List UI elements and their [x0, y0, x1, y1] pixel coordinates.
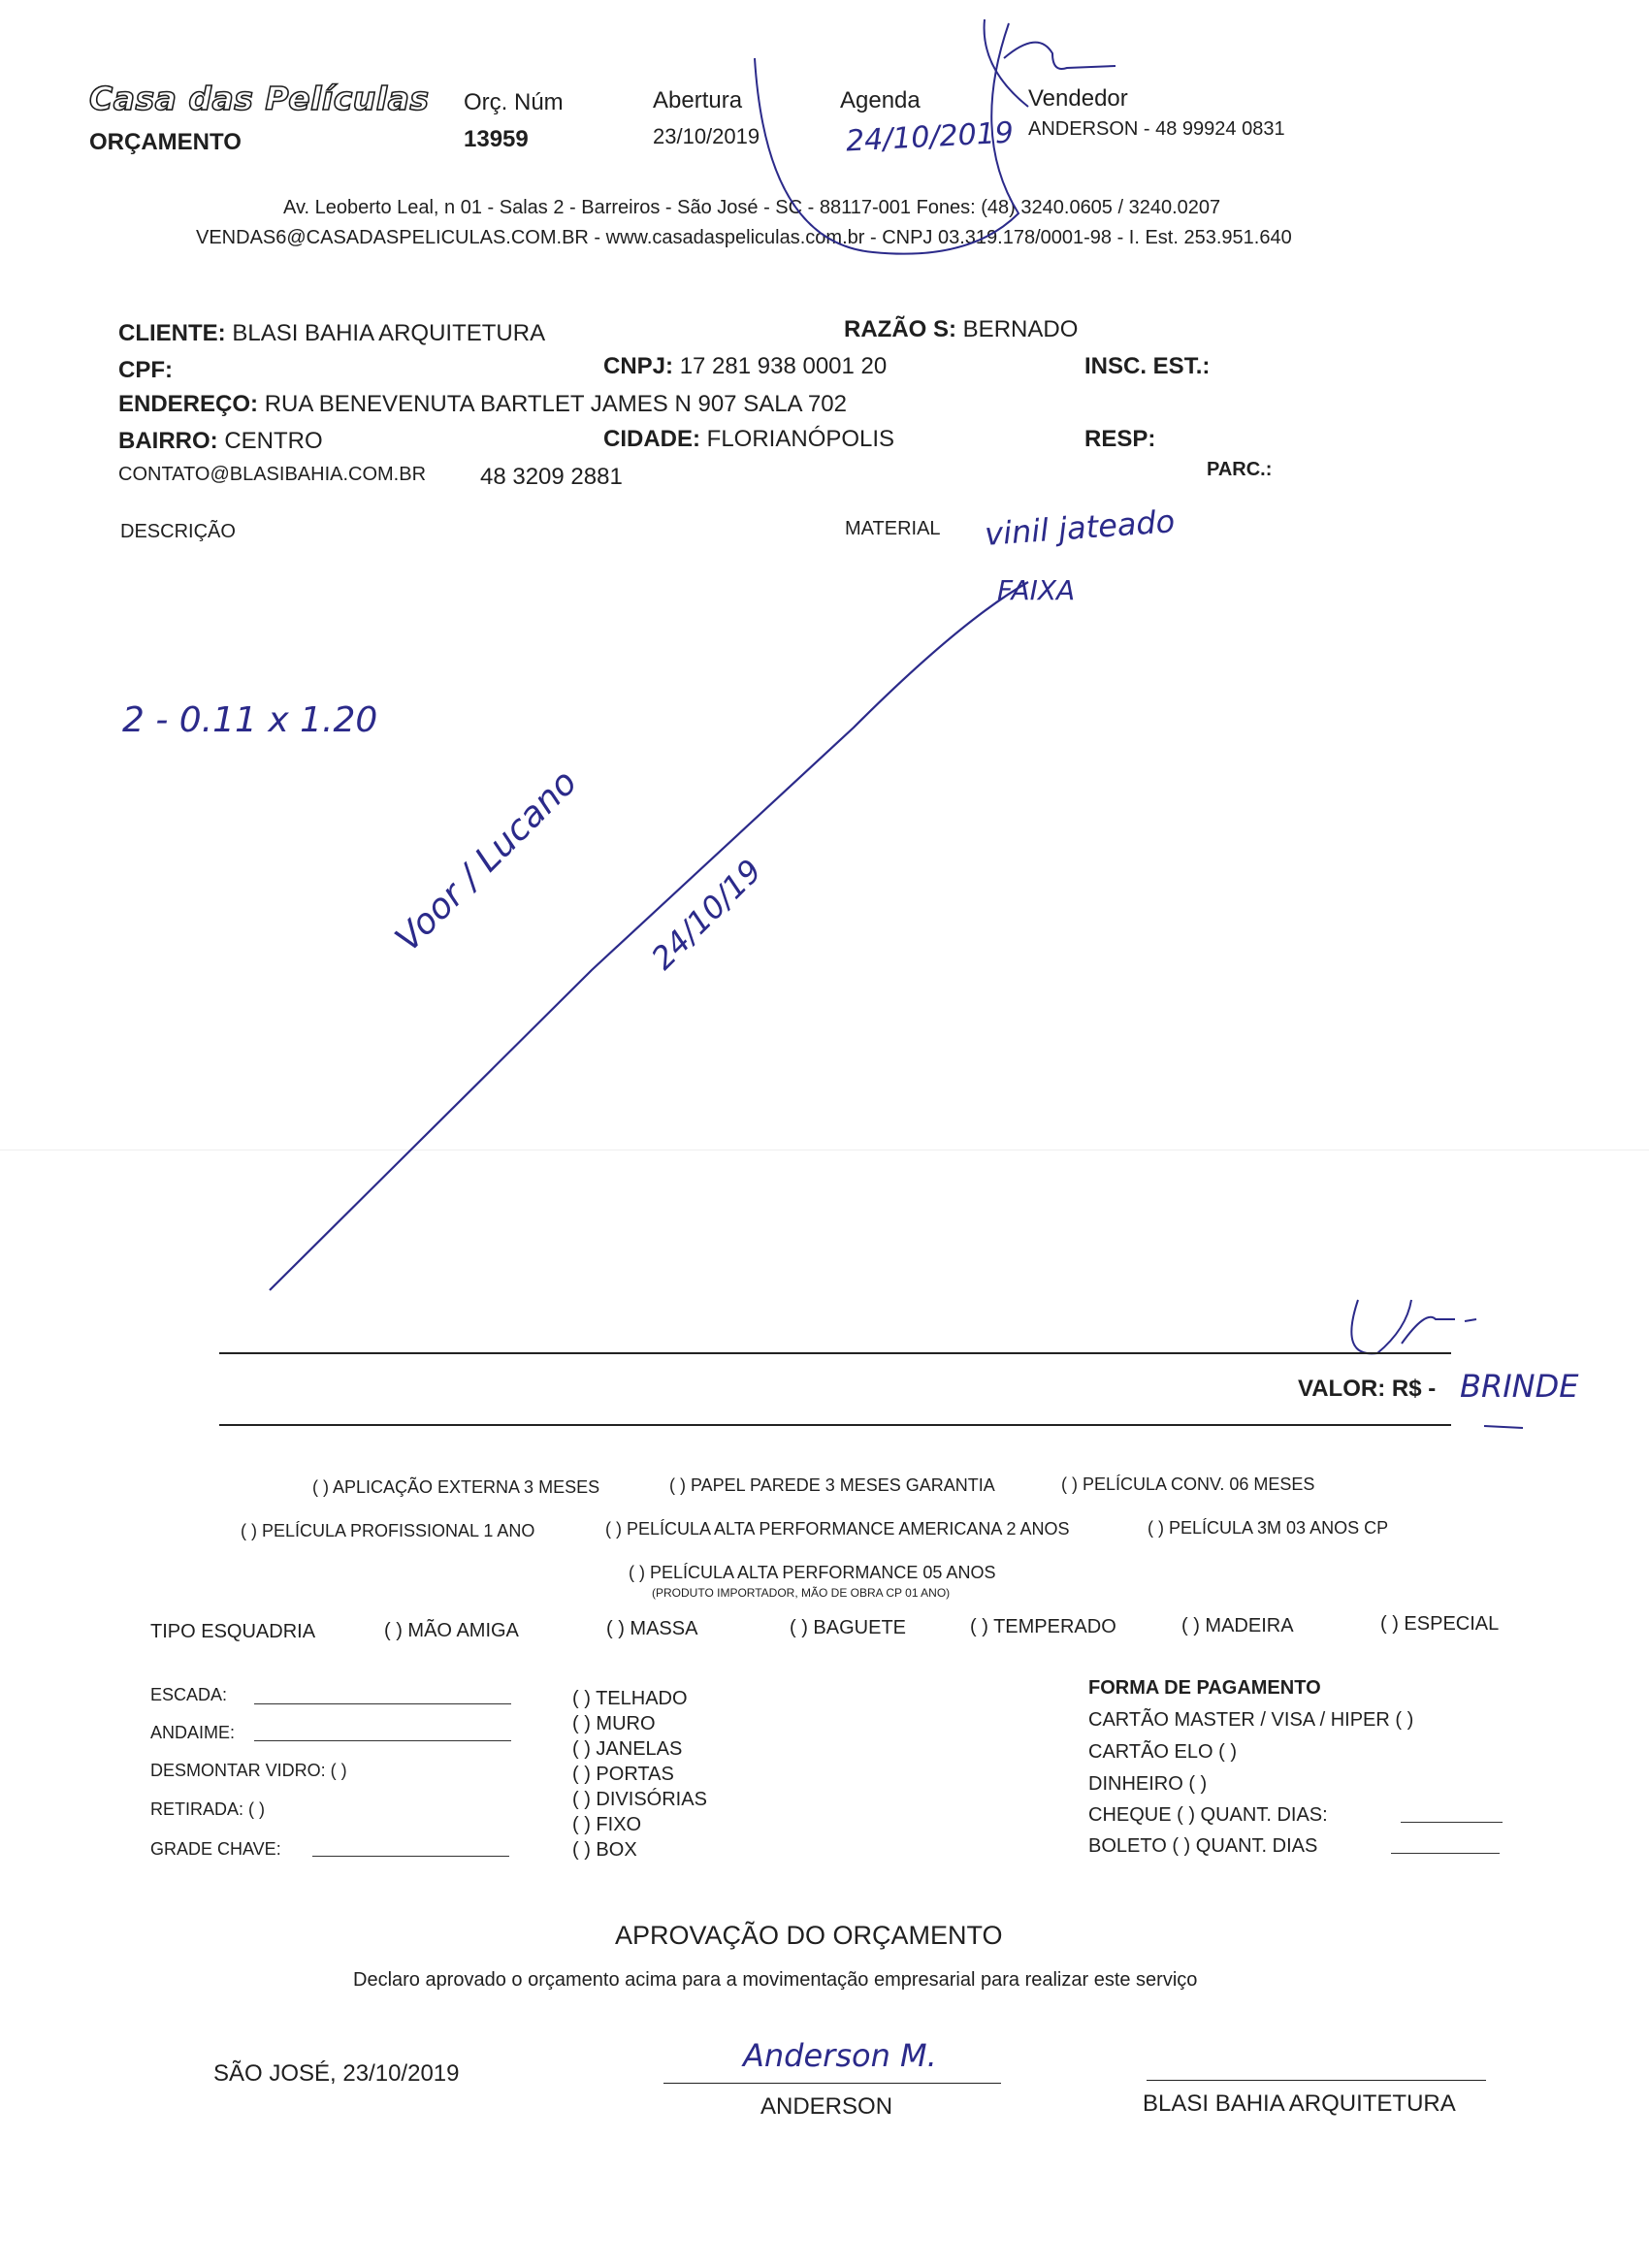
desmontar-label[interactable]: DESMONTAR VIDRO: ( ) — [150, 1761, 347, 1780]
escada-label: ESCADA: — [150, 1685, 228, 1704]
esquadria-baguete[interactable]: ( ) BAGUETE — [790, 1617, 907, 1638]
payment-dinheiro[interactable]: DINHEIRO ( ) — [1088, 1773, 1208, 1795]
grade-line[interactable] — [312, 1856, 509, 1857]
option-pelicula-americana[interactable]: ( ) PELÍCULA ALTA PERFORMANCE AMERICANA 2 ANOS — [605, 1519, 1070, 1539]
descricao-label: DESCRIÇÃO — [120, 521, 236, 542]
brinde-underline — [1484, 1426, 1523, 1428]
cidade-label: CIDADE: — [603, 426, 700, 452]
cnpj-value: 17 281 938 0001 20 — [679, 353, 888, 379]
esquadria-madeira[interactable]: ( ) MADEIRA — [1181, 1615, 1294, 1636]
valor-bottom-line — [219, 1424, 1451, 1426]
valor-handwritten: BRINDE — [1460, 1368, 1579, 1405]
payment-title: FORMA DE PAGAMENTO — [1088, 1677, 1321, 1699]
diag-note-handwritten: Voor / Lucano — [388, 762, 585, 959]
approval-text: Declaro aprovado o orçamento acima para a movimentação empresarial para realizar este serviço — [353, 1969, 1198, 1991]
payment-cartao-elo[interactable]: CARTÃO ELO ( ) — [1088, 1741, 1237, 1763]
bairro-label: BAIRRO: — [118, 428, 218, 454]
material-handwritten: vinil jateado — [983, 502, 1177, 553]
signature-right-name: BLASI BAHIA ARQUITETURA — [1143, 2090, 1456, 2117]
valor-top-line — [219, 1352, 1451, 1354]
doc-type: ORÇAMENTO — [89, 129, 242, 155]
valor-label: VALOR: R$ - — [1298, 1376, 1437, 1402]
measure-handwritten: 2 - 0.11 x 1.20 — [122, 700, 378, 740]
valor-initial-mark — [1351, 1300, 1476, 1353]
cpf-label: CPF: — [118, 357, 173, 383]
cidade-value: FLORIANÓPOLIS — [706, 426, 895, 452]
endereco-label: ENDEREÇO: — [118, 391, 259, 417]
esquadria-mao-amiga[interactable]: ( ) MÃO AMIGA — [384, 1620, 519, 1641]
option-pelicula-profissional[interactable]: ( ) PELÍCULA PROFISSIONAL 1 ANO — [241, 1521, 535, 1540]
orc-label: Orç. Núm — [464, 89, 564, 115]
material-label: MATERIAL — [845, 518, 941, 539]
agenda-date-handwritten: 24/10/2019 — [845, 115, 1015, 159]
diag-date-handwritten: 24/10/19 — [644, 852, 769, 977]
esquadria-label: TIPO ESQUADRIA — [150, 1621, 316, 1642]
option-pelicula-alta-05-note: (PRODUTO IMPORTADOR, MÃO DE OBRA CP 01 ANO) — [652, 1586, 951, 1600]
extra-telhado[interactable]: ( ) TELHADO — [572, 1688, 688, 1709]
option-aplicacao-externa[interactable]: ( ) APLICAÇÃO EXTERNA 3 MESES — [312, 1477, 600, 1497]
escada-line[interactable] — [254, 1703, 511, 1704]
diagonal-strike-line — [270, 582, 1028, 1290]
extra-portas[interactable]: ( ) PORTAS — [572, 1764, 674, 1785]
grade-label: GRADE CHAVE: — [150, 1839, 281, 1859]
option-pelicula-alta-05[interactable]: ( ) PELÍCULA ALTA PERFORMANCE 05 ANOS — [629, 1563, 996, 1582]
andaime-line[interactable] — [254, 1740, 511, 1741]
signature-left-line[interactable] — [663, 2083, 1001, 2084]
payment-cheque[interactable]: CHEQUE ( ) QUANT. DIAS: — [1088, 1804, 1328, 1826]
esquadria-especial[interactable]: ( ) ESPECIAL — [1380, 1613, 1500, 1635]
orc-number: 13959 — [464, 126, 529, 152]
place-date: SÃO JOSÉ, 23/10/2019 — [213, 2060, 460, 2087]
endereco-value: RUA BENEVENUTA BARTLET JAMES N 907 SALA 702 — [264, 391, 847, 417]
option-pelicula-3m[interactable]: ( ) PELÍCULA 3M 03 ANOS CP — [1148, 1518, 1389, 1538]
extra-fixo[interactable]: ( ) FIXO — [572, 1814, 642, 1835]
client-email: CONTATO@BLASIBAHIA.COM.BR — [118, 464, 427, 485]
abertura-date: 23/10/2019 — [653, 124, 760, 148]
cliente-label: CLIENTE: — [118, 320, 226, 346]
parc-label: PARC.: — [1207, 459, 1273, 480]
signature-left-handwritten: Anderson M. — [743, 2037, 937, 2074]
approval-title: APROVAÇÃO DO ORÇAMENTO — [615, 1921, 1003, 1950]
payment-boleto[interactable]: BOLETO ( ) QUANT. DIAS — [1088, 1835, 1318, 1857]
razao-value: BERNADO — [962, 316, 1079, 342]
resp-label: RESP: — [1084, 426, 1156, 452]
option-papel-parede[interactable]: ( ) PAPEL PAREDE 3 MESES GARANTIA — [669, 1475, 995, 1495]
esquadria-temperado[interactable]: ( ) TEMPERADO — [970, 1616, 1116, 1637]
extra-janelas[interactable]: ( ) JANELAS — [572, 1738, 683, 1760]
brand-logo: Casa das Películas — [89, 80, 430, 117]
cliente-value: BLASI BAHIA ARQUITETURA — [232, 320, 546, 346]
company-contact: VENDAS6@CASADASPELICULAS.COM.BR - www.casadaspeliculas.com.br - CNPJ 03.319.178/0001-98 - I. Est. 253.951.640 — [196, 227, 1292, 248]
vendedor-label: Vendedor — [1028, 85, 1128, 112]
client-phone: 48 3209 2881 — [480, 464, 623, 490]
extra-divisorias[interactable]: ( ) DIVISÓRIAS — [572, 1789, 707, 1810]
insc-label: INSC. EST.: — [1084, 353, 1211, 379]
signature-left-name: ANDERSON — [760, 2093, 893, 2120]
retirada-label[interactable]: RETIRADA: ( ) — [150, 1799, 266, 1819]
signature-right-line[interactable] — [1147, 2080, 1486, 2081]
company-address: Av. Leoberto Leal, n 01 - Salas 2 - Barreiros - São José - SC - 88117-001 Fones: (48) 3240.0605 / 3240.0207 — [283, 197, 1221, 218]
cnpj-label: CNPJ: — [603, 353, 674, 379]
boleto-dias-line[interactable] — [1391, 1853, 1500, 1854]
header-circle-mark — [755, 23, 1018, 254]
agenda-label: Agenda — [840, 87, 921, 113]
extra-box[interactable]: ( ) BOX — [572, 1839, 637, 1861]
razao-label: RAZÃO S: — [844, 316, 956, 342]
bairro-value: CENTRO — [224, 428, 323, 454]
esquadria-massa[interactable]: ( ) MASSA — [606, 1618, 698, 1639]
abertura-label: Abertura — [653, 87, 743, 113]
extra-muro[interactable]: ( ) MURO — [572, 1713, 656, 1734]
header-initial-mark — [985, 19, 1116, 107]
andaime-label: ANDAIME: — [150, 1723, 236, 1742]
material-handwritten-2: FAIXA — [997, 574, 1076, 606]
cheque-dias-line[interactable] — [1401, 1822, 1503, 1823]
vendedor-value: ANDERSON - 48 99924 0831 — [1028, 118, 1285, 140]
option-pelicula-conv[interactable]: ( ) PELÍCULA CONV. 06 MESES — [1061, 1474, 1315, 1494]
payment-cartao-master[interactable]: CARTÃO MASTER / VISA / HIPER ( ) — [1088, 1709, 1414, 1731]
